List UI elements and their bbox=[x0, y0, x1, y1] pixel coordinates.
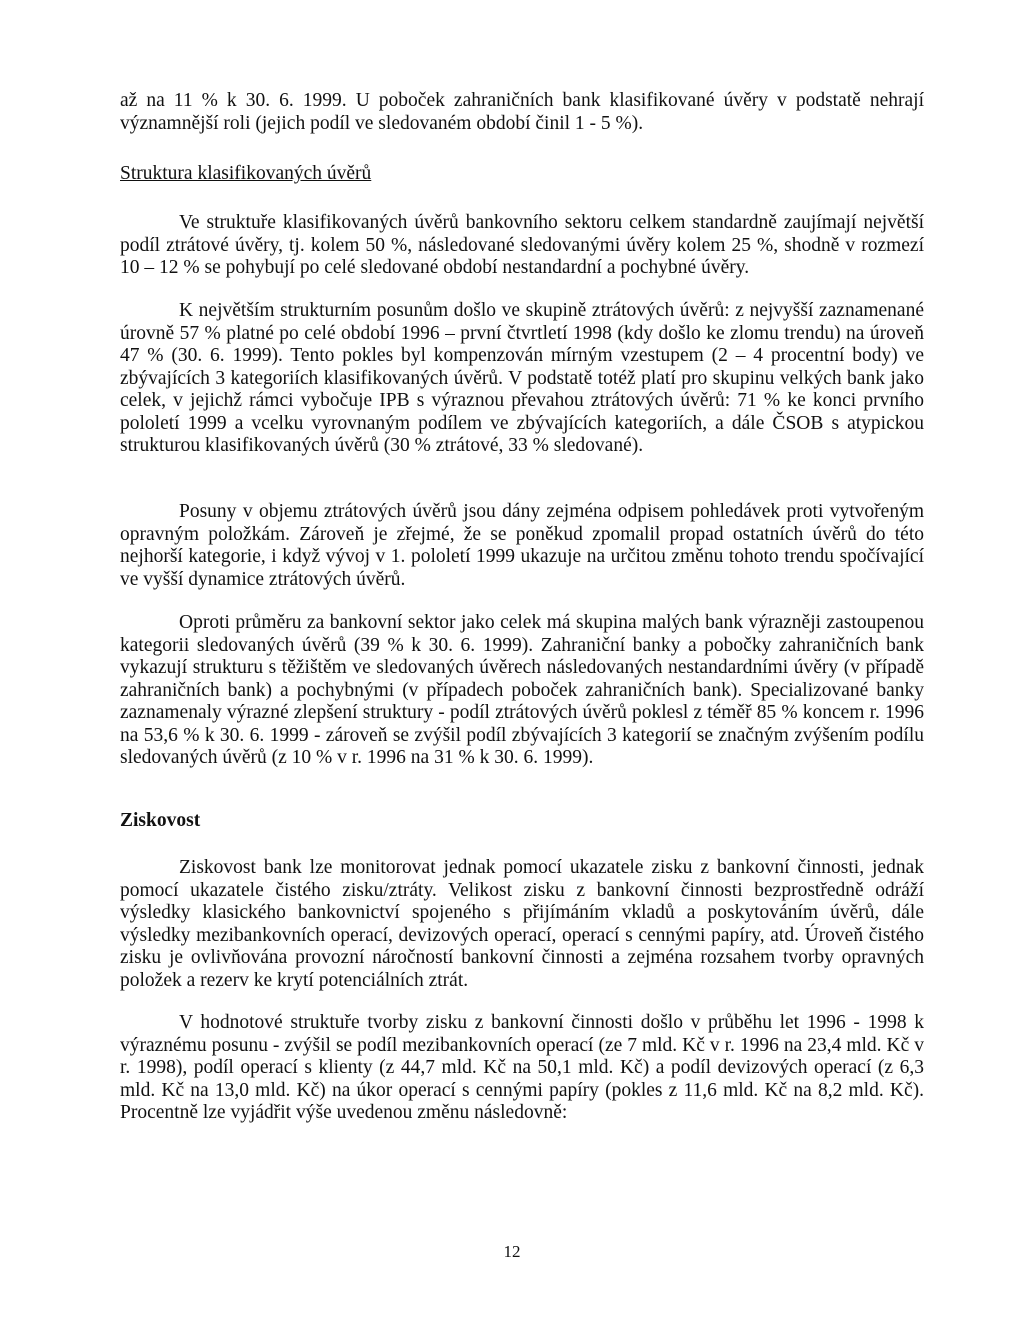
intro-paragraph: až na 11 % k 30. 6. 1999. U poboček zahraničních bank klasifikované úvěry v podstatě nehrají významnější roli (jejich podíl ve sledovaném období činil 1 - 5 %). bbox=[120, 90, 924, 134]
section-heading-profit: Ziskovost bbox=[120, 810, 201, 831]
structure-paragraph-3: Posuny v objemu ztrátových úvěrů jsou dány zejména odpisem pohledávek proti vytvořeným opravným položkám. Zároveň je zřejmé, že se poněkud zpomalil propad ostatních úvěrů do této nejhorší kategorie, i když vývoj v 1. pololetí 1999 ukazuje na určitou změnu tohoto trendu spočívající ve vyšší dynamice ztrátových úvěrů. bbox=[120, 501, 924, 590]
page-number: 12 bbox=[503, 1242, 521, 1261]
profit-paragraph-1: Ziskovost bank lze monitorovat jednak pomocí ukazatele zisku z bankovní činnosti, jednak pomocí ukazatele čistého zisku/ztráty. Velikost zisku z bankovní činnosti bezprostředně odráží výsledky klasického bankovnictví spojeného s přijímáním vkladů a poskytováním úvěrů, dále výsledky mezibankovních operací, devizových operací, operací s cennými papíry, atd. Úroveň čistého zisku je ovlivňována provozní náročností bankovní činnosti a zejména rozsahem tvorby opravných položek a rezerv ke krytí potenciálních ztrát. bbox=[120, 857, 924, 991]
section-heading-structure: Struktura klasifikovaných úvěrů bbox=[120, 163, 372, 184]
structure-paragraph-2: K největším strukturním posunům došlo ve skupině ztrátových úvěrů: z nejvyšší zaznamenané úrovně 57 % platné po celé období 1996 – první čtvrtletí 1998 (kdy došlo ke zlomu trendu) na úroveň 47 % (30. 6. 1999). Tento pokles byl kompenzován mírným vzestupem (2 – 4 procentní body) ve zbývajících 3 kategoriích klasifikovaných úvěrů. V podstatě totéž platí pro skupinu velkých bank jako celek, v jejichž rámci vybočuje IPB s výraznou převahou ztrátových úvěrů: 71 % ke konci prvního pololetí 1999 a vcelku vyrovnaným podílem ve zbývajících kategoriích, a dále ČSOB s atypickou strukturou klasifikovaných úvěrů (30 % ztrátové, 33 % sledované). bbox=[120, 300, 924, 456]
structure-paragraph-4: Oproti průměru za bankovní sektor jako celek má skupina malých bank výrazněji zastoupenou kategorii sledovaných úvěrů (39 % k 30. 6. 1999). Zahraniční banky a pobočky zahraničních bank vykazují strukturu s těžištěm ve sledovaných úvěrech následovaných nestandardními úvěry (v případě zahraničních bank) a pochybnými (v případech poboček zahraničních bank). Specializované banky zaznamenaly výrazné zlepšení struktury - podíl ztrátových úvěrů poklesl z téměř 85 % koncem r. 1996 na 53,6 % k 30. 6. 1999 - zároveň se zvýšil podíl zbývajících 3 kategorií se značným zvýšením podílu sledovaných úvěrů (z 10 % v r. 1996 na 31 % k 30. 6. 1999). bbox=[120, 612, 924, 768]
profit-paragraph-2: V hodnotové struktuře tvorby zisku z bankovní činnosti došlo v průběhu let 1996 - 1998 k výraznému posunu - zvýšil se podíl mezibankovních operací (ze 7 mld. Kč v r. 1996 na 23,4 mld. Kč v r. 1998), podíl operací s klienty (z 44,7 mld. Kč na 50,1 mld. Kč) a podíl devizových operací (z 6,3 mld. Kč na 13,0 mld. Kč) na úkor operací s cennými papíry (pokles z 11,6 mld. Kč na 8,2 mld. Kč). Procentně lze vyjádřit výše uvedenou změnu následovně: bbox=[120, 1012, 924, 1123]
structure-paragraph-1: Ve struktuře klasifikovaných úvěrů bankovního sektoru celkem standardně zaujímají největší podíl ztrátové úvěry, tj. kolem 50 %, následované sledovanými úvěry kolem 25 %, shodně v rozmezí 10 – 12 % se pohybují po celé sledované období nestandardní a pochybné úvěry. bbox=[120, 212, 924, 278]
